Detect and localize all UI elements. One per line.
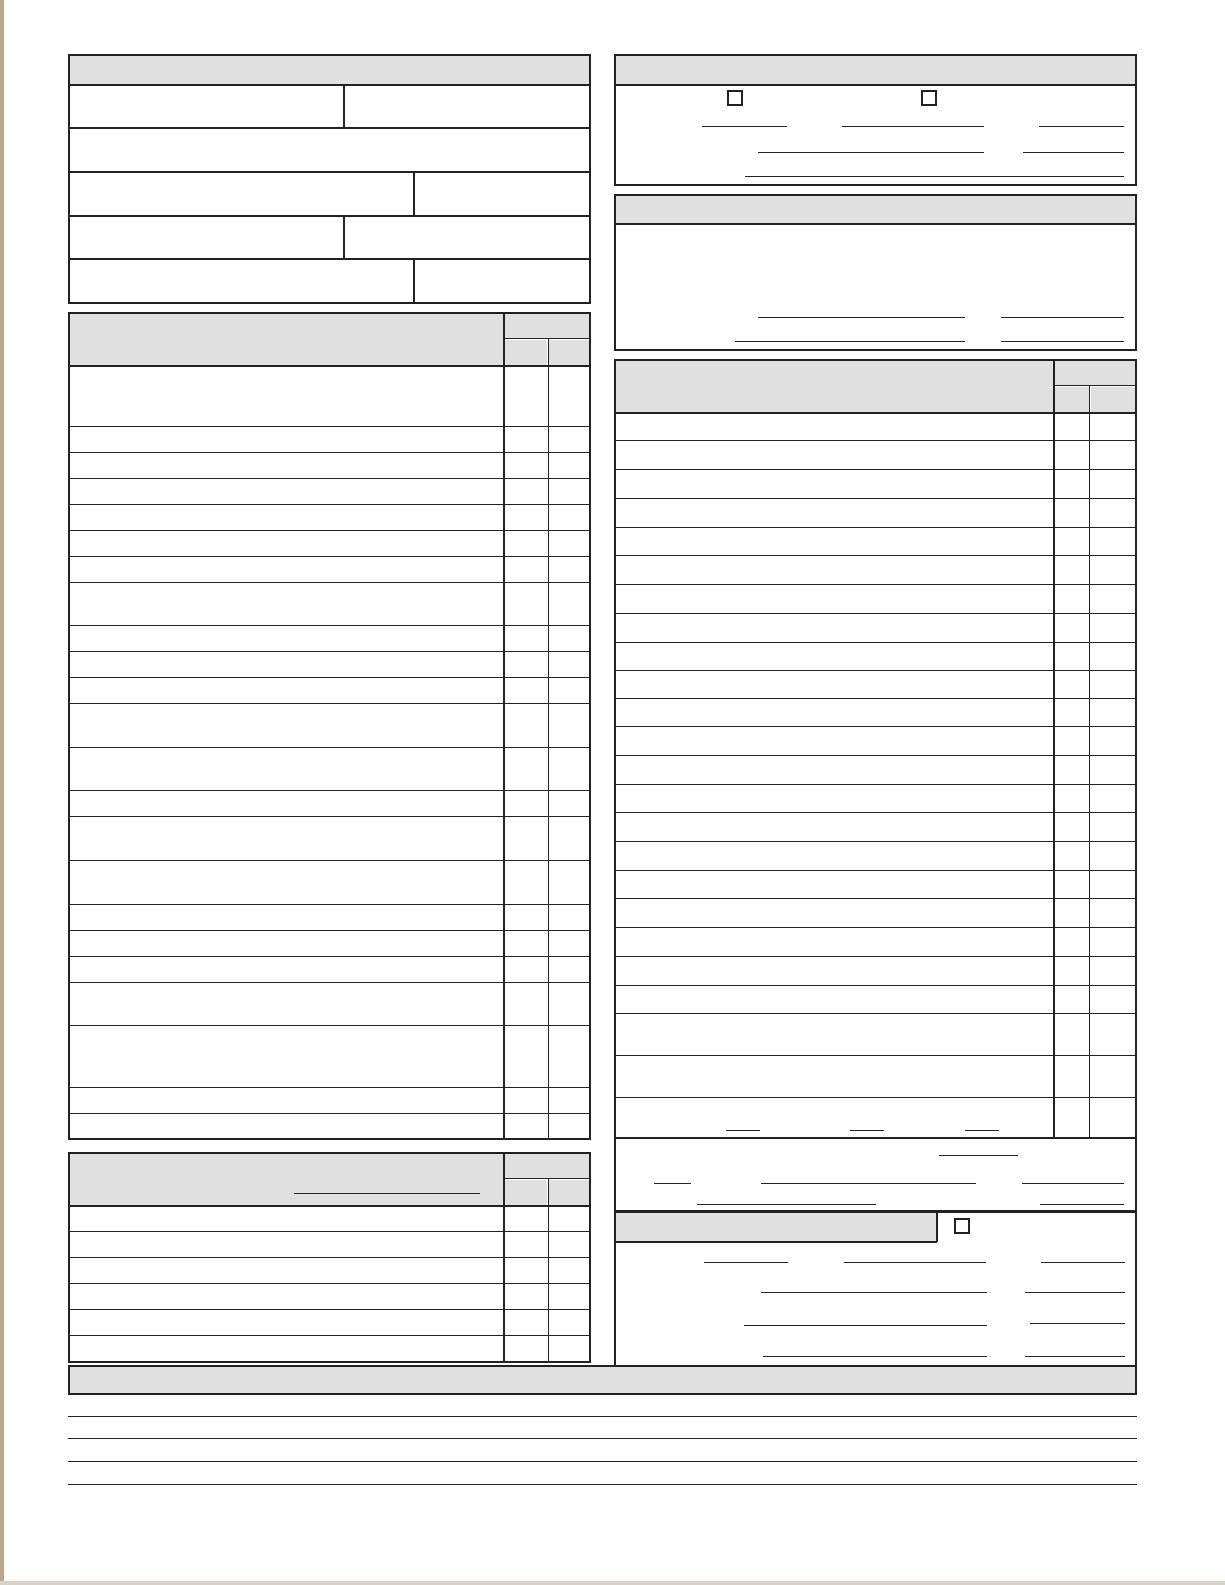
table-row-divider <box>614 1097 1137 1098</box>
blank-line[interactable] <box>702 126 787 127</box>
table-row-divider <box>68 651 591 652</box>
field-4[interactable] <box>72 175 410 212</box>
table-row-divider <box>614 698 1137 699</box>
blank-line[interactable] <box>1001 317 1124 318</box>
blank-line[interactable] <box>965 1130 999 1131</box>
blank-line[interactable] <box>844 1262 986 1263</box>
field-2[interactable] <box>347 88 587 124</box>
table-row-divider <box>614 527 1137 528</box>
blank-line[interactable] <box>745 176 1124 177</box>
blank-line[interactable] <box>758 317 965 318</box>
checklist-right-header <box>616 361 1053 412</box>
table-row-divider <box>68 556 591 557</box>
blank-line[interactable] <box>704 1262 788 1263</box>
checkbox-option-1[interactable] <box>727 90 743 106</box>
table-row-divider <box>68 703 591 704</box>
patient-info-header <box>70 56 589 86</box>
table-row-divider <box>68 677 591 678</box>
table-row-divider <box>614 1055 1137 1056</box>
checklist-left-col-b <box>549 340 589 365</box>
table-row-divider <box>614 784 1137 785</box>
blank-line[interactable] <box>1025 1292 1125 1293</box>
table-row-divider <box>68 1025 591 1026</box>
table-row-divider <box>614 555 1137 556</box>
notes-header <box>68 1365 1137 1395</box>
table-row-divider <box>68 816 591 817</box>
blank-line[interactable] <box>761 1183 976 1184</box>
field-7[interactable] <box>347 219 587 255</box>
table-row-divider <box>614 670 1137 671</box>
info-right-header <box>616 196 1135 223</box>
blank-line[interactable] <box>1001 341 1124 342</box>
table-row-divider <box>68 530 591 531</box>
checklist-left-col-a <box>505 340 547 365</box>
notes-line[interactable] <box>68 1484 1137 1485</box>
table-row-divider <box>614 841 1137 842</box>
table-row-divider <box>68 904 591 905</box>
table-row-divider <box>68 452 591 453</box>
table-row-divider <box>68 582 591 583</box>
blank-line[interactable] <box>850 1130 884 1131</box>
options-right-bottom-header <box>616 1213 936 1241</box>
blank-line[interactable] <box>1022 1183 1124 1184</box>
blank-line[interactable] <box>1041 1262 1125 1263</box>
field-1[interactable] <box>72 88 340 124</box>
checklist-left <box>68 312 591 1140</box>
table-row-divider <box>614 613 1137 614</box>
blank-line[interactable] <box>654 1183 691 1184</box>
blank-line[interactable] <box>939 1155 1018 1156</box>
table-row-divider <box>614 985 1137 986</box>
table-row-divider <box>614 898 1137 899</box>
table-row-divider <box>614 469 1137 470</box>
table-row-divider <box>68 504 591 505</box>
checklist-left-bottom-header <box>70 1154 503 1205</box>
blank-line[interactable] <box>1030 1323 1125 1324</box>
table-row-divider <box>614 726 1137 727</box>
checklist-left-header <box>70 314 503 365</box>
table-row-divider <box>614 812 1137 813</box>
table-row-divider <box>614 440 1137 441</box>
table-row-divider <box>614 755 1137 756</box>
table-row-divider <box>68 747 591 748</box>
field-8[interactable] <box>72 262 410 300</box>
field-9[interactable] <box>417 262 587 300</box>
blank-line[interactable] <box>763 1356 987 1357</box>
table-row-divider <box>614 956 1137 957</box>
table-row-divider <box>614 870 1137 871</box>
checklist-left-colgroup <box>505 314 589 338</box>
field-6[interactable] <box>72 219 340 255</box>
table-row-divider <box>614 1013 1137 1014</box>
notes-line[interactable] <box>68 1461 1137 1462</box>
table-row-divider <box>68 982 591 983</box>
field-3[interactable] <box>72 131 587 168</box>
page-edge-bottom <box>0 1581 1225 1585</box>
table-row-divider <box>614 498 1137 499</box>
blank-line[interactable] <box>758 152 984 153</box>
table-row-divider <box>68 790 591 791</box>
blank-line[interactable] <box>1039 126 1124 127</box>
blank-line[interactable] <box>842 126 984 127</box>
options-top-right-header <box>616 56 1135 84</box>
table-row-divider <box>68 930 591 931</box>
blank-line[interactable] <box>697 1204 876 1205</box>
checkbox-option-2[interactable] <box>921 90 937 106</box>
blank-line[interactable] <box>761 1292 987 1293</box>
table-row-divider <box>614 927 1137 928</box>
table-row-divider <box>614 584 1137 585</box>
table-row-divider <box>68 478 591 479</box>
table-row-divider <box>68 1087 591 1088</box>
table-row-divider <box>68 1113 591 1114</box>
blank-line[interactable] <box>735 341 965 342</box>
checklist-right <box>614 359 1137 1212</box>
table-row-divider <box>614 642 1137 643</box>
page-edge-left <box>0 0 4 1585</box>
table-row-divider <box>68 625 591 626</box>
table-row-divider <box>68 860 591 861</box>
checkbox-option-3[interactable] <box>954 1218 970 1234</box>
blank-line[interactable] <box>1040 1204 1124 1205</box>
field-5[interactable] <box>417 175 587 212</box>
notes-line[interactable] <box>68 1416 1137 1417</box>
blank-line[interactable] <box>1025 1356 1125 1357</box>
blank-line[interactable] <box>1023 152 1124 153</box>
table-row-divider <box>68 956 591 957</box>
blank-line[interactable] <box>744 1325 987 1326</box>
header-blank-line[interactable] <box>294 1193 480 1194</box>
table-row-divider <box>68 426 591 427</box>
blank-line[interactable] <box>726 1130 760 1131</box>
notes-line[interactable] <box>68 1438 1137 1439</box>
